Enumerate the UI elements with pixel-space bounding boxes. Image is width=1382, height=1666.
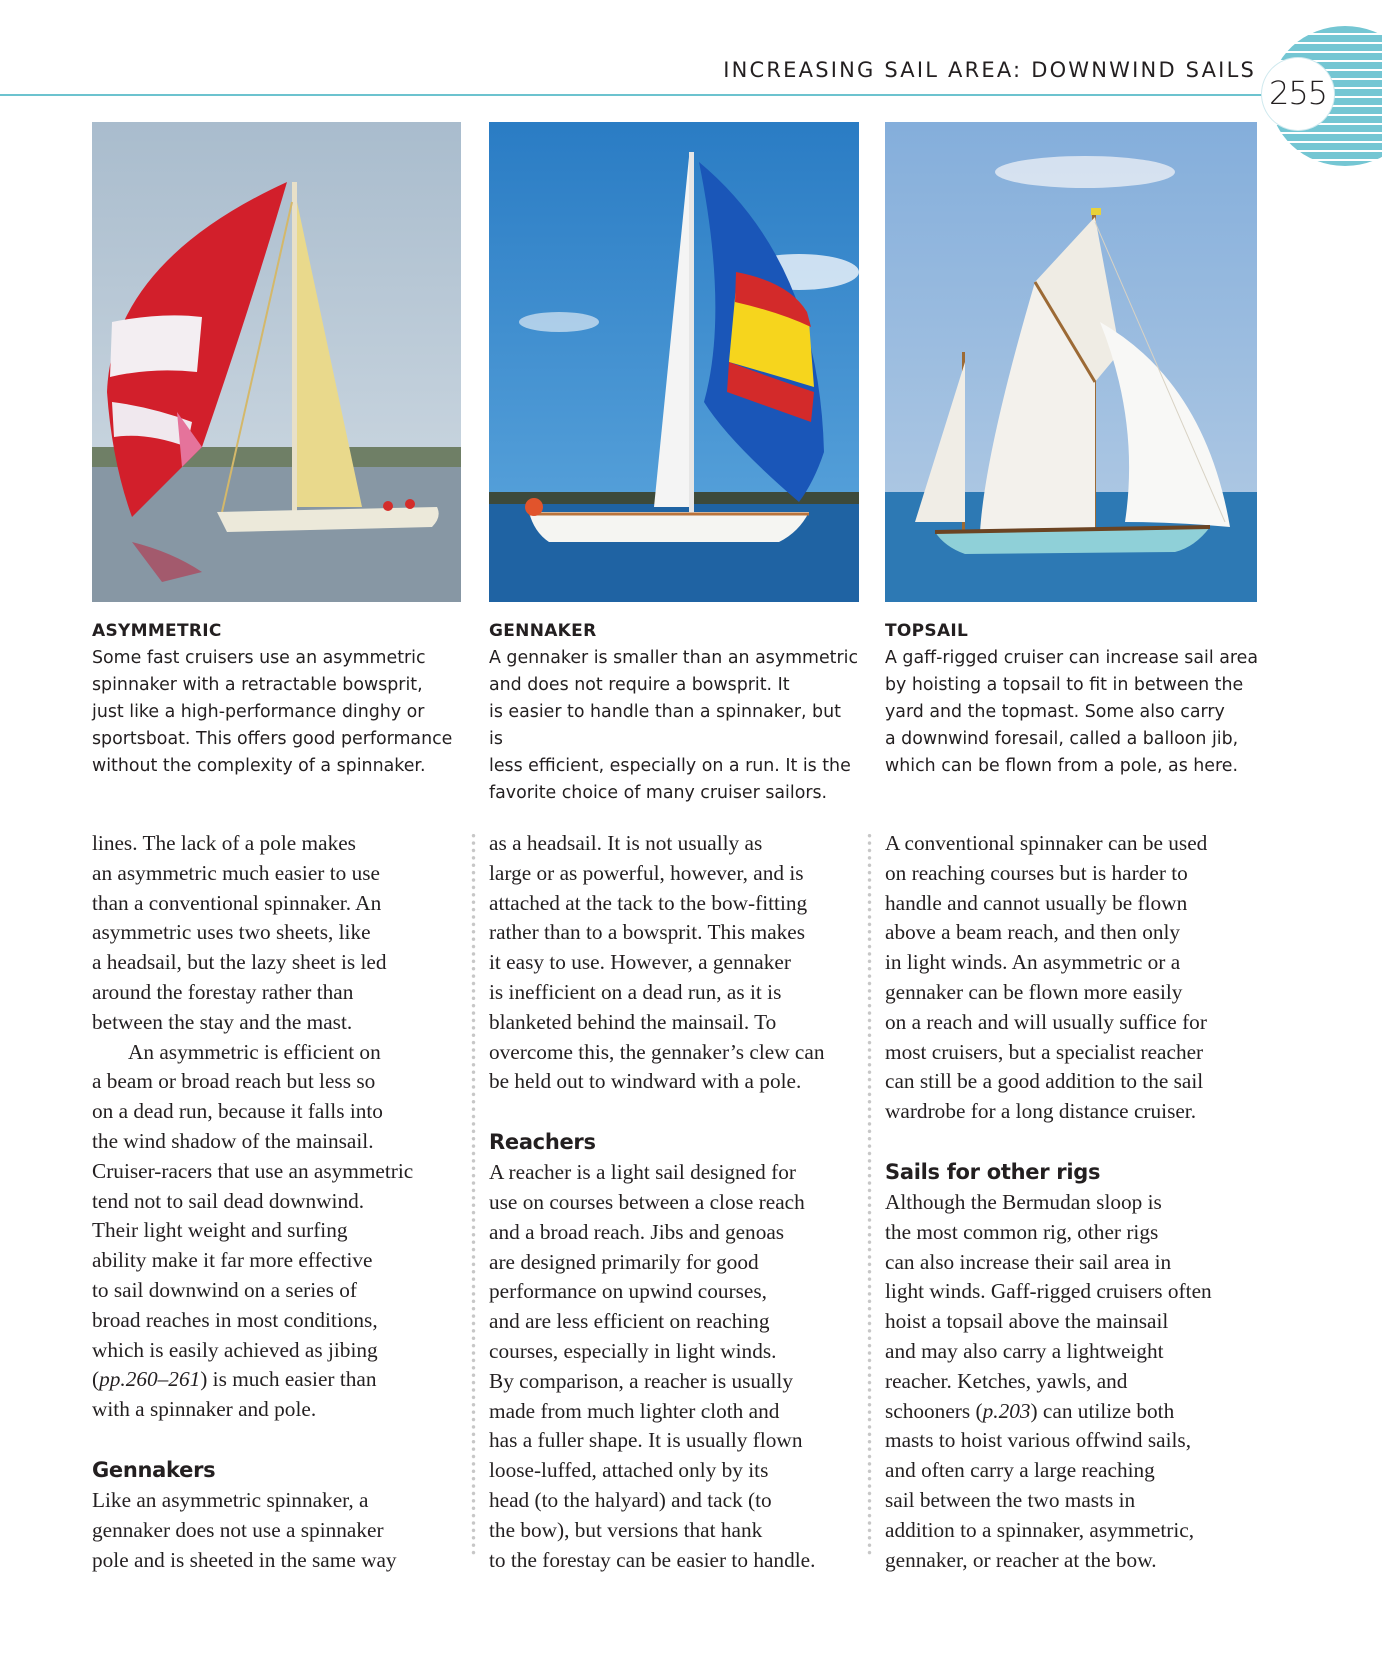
paragraph <box>92 1486 462 1575</box>
text-line: around the forestay rather than <box>92 979 354 1004</box>
caption-title: GENNAKER <box>489 621 597 641</box>
text-line: masts to hoist various offwind sails, <box>885 1428 1192 1453</box>
caption-line: is easier to handle than a spinnaker, but is <box>489 702 841 749</box>
text-line: loose-luffed, attached only by its <box>489 1458 769 1483</box>
text-line: which is easily achieved as jibing <box>92 1337 378 1362</box>
text-line: and are less efficient on reaching <box>489 1309 770 1334</box>
paragraph <box>92 1038 462 1425</box>
text-line: addition to a spinnaker, asymmetric, <box>885 1517 1195 1542</box>
column-divider <box>471 832 476 1558</box>
subhead-reachers: Reachers <box>489 1130 596 1155</box>
text-line: Like an asymmetric spinnaker, a <box>92 1487 369 1512</box>
text-line: above a beam reach, and then only <box>885 920 1181 945</box>
text-line: overcome this, the gennaker’s clew can <box>489 1039 825 1064</box>
text-line: performance on upwind courses, <box>489 1279 767 1304</box>
text-line: a headsail, but the lazy sheet is led <box>92 950 387 975</box>
text-line: light winds. Gaff-rigged cruisers often <box>885 1279 1212 1304</box>
text-line: and often carry a large reaching <box>885 1458 1155 1483</box>
text-line: and a broad reach. Jibs and genoas <box>489 1219 785 1244</box>
caption-line: by hoisting a topsail to fit in between the <box>885 675 1244 695</box>
paragraph <box>885 829 1255 1127</box>
running-head-title: INCREASING SAIL AREA: DOWNWIND SAILS <box>723 58 1256 82</box>
text-line: large or as powerful, however, and is <box>489 860 804 885</box>
text-line: ability make it far more effective <box>92 1248 373 1273</box>
text-line: asymmetric uses two sheets, like <box>92 920 371 945</box>
photo-gennaker <box>489 122 859 602</box>
caption-line: A gaff-rigged cruiser can increase sail area <box>885 648 1258 668</box>
caption-line: Some fast cruisers use an asymmetric <box>92 648 426 668</box>
text-line: An asymmetric is efficient on <box>128 1039 381 1064</box>
text-fragment: ) is much easier than <box>200 1367 377 1392</box>
text-line: handle and cannot usually be flown <box>885 890 1188 915</box>
text-line: pole and is sheeted in the same way <box>92 1547 397 1572</box>
text-line: attached at the tack to the bow-fitting <box>489 890 808 915</box>
text-line <box>885 1397 1255 1427</box>
caption-line: a downwind foresail, called a balloon jib, <box>885 729 1239 749</box>
text-line: a beam or broad reach but less so <box>92 1069 376 1094</box>
paragraph <box>92 829 462 1038</box>
caption-line: and does not require a bowsprit. It <box>489 675 790 695</box>
text-line: broad reaches in most conditions, <box>92 1307 378 1332</box>
text-fragment: schooners ( <box>885 1398 983 1423</box>
text-line: use on courses between a close reach <box>489 1189 805 1214</box>
text-line: blanketed behind the mainsail. To <box>489 1009 777 1034</box>
text-line: A reacher is a light sail designed for <box>489 1160 796 1185</box>
page-reference-link[interactable]: p.203 <box>982 1398 1031 1423</box>
subhead-sails-for-other-rigs: Sails for other rigs <box>885 1159 1101 1184</box>
caption-line: sportsboat. This offers good performance <box>92 729 453 749</box>
caption-line: without the complexity of a spinnaker. <box>92 756 426 776</box>
text-line: A conventional spinnaker can be used <box>885 831 1208 855</box>
caption-line: less efficient, especially on a run. It is the <box>489 756 851 776</box>
page-reference-link[interactable]: pp.260–261 <box>99 1367 201 1392</box>
caption-line: spinnaker with a retractable bowsprit, <box>92 675 423 695</box>
text-line: lines. The lack of a pole makes <box>92 831 356 855</box>
caption-line: which can be flown from a pole, as here. <box>885 756 1239 776</box>
photo-topsail <box>885 122 1257 602</box>
text-line: as a headsail. It is not usually as <box>489 831 763 855</box>
text-line: on reaching courses but is harder to <box>885 860 1188 885</box>
text-line: tend not to sail dead downwind. <box>92 1188 365 1213</box>
caption-line: just like a high-performance dinghy or <box>92 702 425 722</box>
text-line: to sail downwind on a series of <box>92 1277 357 1302</box>
paragraph <box>885 1188 1255 1575</box>
text-line: than a conventional spinnaker. An <box>92 890 382 915</box>
text-line: the wind shadow of the mainsail. <box>92 1128 374 1153</box>
caption-topsail <box>885 618 1265 780</box>
caption-title: ASYMMETRIC <box>92 621 222 641</box>
text-line: rather than to a bowsprit. This makes <box>489 920 806 945</box>
text-line: an asymmetric much easier to use <box>92 860 380 885</box>
text-line: can still be a good addition to the sail <box>885 1069 1204 1094</box>
text-line: is inefficient on a dead run, as it is <box>489 979 782 1004</box>
text-line: wardrobe for a long distance cruiser. <box>885 1099 1197 1124</box>
text-line: Although the Bermudan sloop is <box>885 1189 1162 1214</box>
caption-line: yard and the topmast. Some also carry <box>885 702 1225 722</box>
text-line: it easy to use. However, a gennaker <box>489 950 791 975</box>
text-line: with a spinnaker and pole. <box>92 1397 317 1422</box>
text-line: head (to the halyard) and tack (to <box>489 1487 772 1512</box>
paren: ( <box>92 1367 100 1392</box>
text-line: the bow), but versions that hank <box>489 1517 763 1542</box>
text-line: made from much lighter cloth and <box>489 1398 780 1423</box>
photo-asymmetric <box>92 122 461 602</box>
column-divider <box>867 832 872 1558</box>
text-line: sail between the two masts in <box>885 1487 1136 1512</box>
text-line: gennaker, or reacher at the bow. <box>885 1547 1157 1572</box>
subhead-gennakers: Gennakers <box>92 1457 216 1482</box>
paragraph <box>489 1158 859 1575</box>
paragraph <box>489 829 859 1097</box>
text-line: the most common rig, other rigs <box>885 1219 1159 1244</box>
text-line: and may also carry a lightweight <box>885 1338 1164 1363</box>
body-column-2 <box>489 829 859 1575</box>
header-rule <box>0 94 1270 96</box>
text-line: By comparison, a reacher is usually <box>489 1368 793 1393</box>
text-line: Cruiser-racers that use an asymmetric <box>92 1158 414 1183</box>
text-line: courses, especially in light winds. <box>489 1338 777 1363</box>
caption-gennaker <box>489 618 859 807</box>
text-line: to the forestay can be easier to handle. <box>489 1547 816 1572</box>
body-column-1 <box>92 829 462 1575</box>
text-line: gennaker can be flown more easily <box>885 979 1183 1004</box>
caption-line: favorite choice of many cruiser sailors. <box>489 783 828 803</box>
running-head <box>0 0 1382 110</box>
body-column-3 <box>885 829 1255 1575</box>
text-line: be held out to windward with a pole. <box>489 1069 802 1094</box>
text-line: Their light weight and surfing <box>92 1218 348 1243</box>
text-line: on a reach and will usually suffice for <box>885 1009 1207 1034</box>
caption-asymmetric <box>92 618 462 780</box>
caption-line: A gennaker is smaller than an asymmetric <box>489 648 859 668</box>
text-line: most cruisers, but a specialist reacher <box>885 1039 1204 1064</box>
text-line: are designed primarily for good <box>489 1249 759 1274</box>
text-line: hoist a topsail above the mainsail <box>885 1309 1169 1334</box>
page-number: 255 <box>1268 74 1328 112</box>
page-number-badge <box>1270 26 1382 166</box>
text-line: on a dead run, because it falls into <box>92 1099 383 1124</box>
caption-title: TOPSAIL <box>885 621 969 641</box>
text-line: can also increase their sail area in <box>885 1249 1172 1274</box>
text-line: reacher. Ketches, yawls, and <box>885 1368 1128 1393</box>
text-line: gennaker does not use a spinnaker <box>92 1517 384 1542</box>
text-fragment: ) can utilize both <box>1030 1398 1175 1423</box>
text-line <box>92 1365 462 1395</box>
text-line: has a fuller shape. It is usually flown <box>489 1428 803 1453</box>
text-line: in light winds. An asymmetric or a <box>885 950 1181 975</box>
text-line: between the stay and the mast. <box>92 1009 353 1034</box>
